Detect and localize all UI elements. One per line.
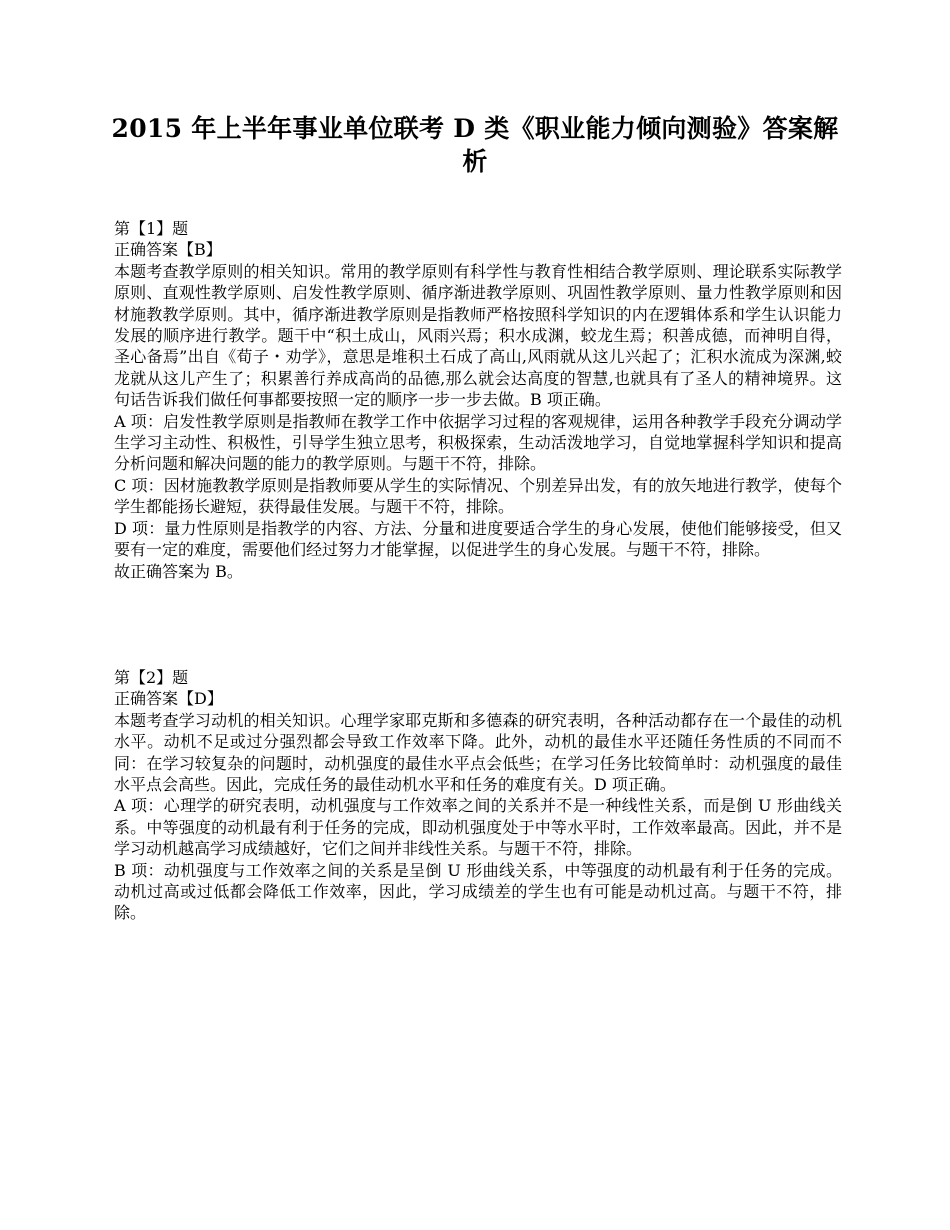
document-title: 2015 年上半年事业单位联考 D 类《职业能力倾向测验》答案解析 <box>111 114 839 176</box>
question-1-explanation: 本题考查教学原则的相关知识。常用的教学原则有科学性与教育性相结合教学原则、理论联系实际教学原则、直观性教学原则、启发性教学原则、循序渐进教学原则、巩固性教学原则、量力性教学原则和因材施教教学原则。其中，循序渐进教学原则是指教师严格按照科学知识的内在逻辑体系和学生认识能力发展的顺序进行教学。题干中“积土成山，风雨兴焉；积水成渊，蛟龙生焉；积善成德，而神明自得，圣心备焉”出自《荀子・劝学》，意思是堆积土石成了高山,风雨就从这儿兴起了；汇积水流成为深渊,蛟龙就从这儿产生了；积累善行养成高尚的品德,那么就会达高度的智慧,也就具有了圣人的精神境界。这句话告诉我们做任何事都要按照一定的顺序一步一步去做。B 项正确。 <box>114 261 842 410</box>
question-2-section <box>114 667 842 924</box>
question-1-section <box>114 218 842 582</box>
question-1-option-c: C 项：因材施教教学原则是指教师要从学生的实际情况、个别差异出发，有的放矢地进行教学，使每个学生都能扬长避短，获得最佳发展。与题干不符，排除。 <box>114 475 842 517</box>
question-2-explanation: 本题考查学习动机的相关知识。心理学家耶克斯和多德森的研究表明，各种活动都存在一个最佳的动机水平。动机不足或过分强烈都会导致工作效率下降。此外，动机的最佳水平还随任务性质的不同而不同：在学习较复杂的问题时，动机强度的最佳水平点会低些；在学习任务比较简单时：动机强度的最佳水平点会高些。因此，完成任务的最佳动机水平和任务的难度有关。D 项正确。 <box>114 710 842 795</box>
question-2-option-a: A 项：心理学的研究表明，动机强度与工作效率之间的关系并不是一种线性关系，而是倒 U 形曲线关系。中等强度的动机最有利于任务的完成，即动机强度处于中等水平时，工作效率最高。因此，并不是学习动机越高学习成绩越好，它们之间并非线性关系。与题干不符，排除。 <box>114 796 842 859</box>
question-1-conclusion: 故正确答案为 B。 <box>114 561 243 581</box>
question-1-option-a: A 项：启发性教学原则是指教师在教学工作中依据学习过程的客观规律，运用各种教学手段充分调动学生学习主动性、积极性，引导学生独立思考，积极探索，生动活泼地学习，自觉地掌握科学知识和提高分析问题和解决问题的能力的教学原则。与题干不符，排除。 <box>114 411 842 474</box>
question-1-heading: 第【1】题 <box>114 219 189 238</box>
question-1-answer: 正确答案【B】 <box>114 240 222 260</box>
question-1-option-d: D 项：量力性原则是指教学的内容、方法、分量和进度要适合学生的身心发展，使他们能够接受，但又要有一定的难度，需要他们经过努力才能掌握，以促进学生的身心发展。与题干不符，排除。 <box>114 518 842 560</box>
question-2-option-b: B 项：动机强度与工作效率之间的关系是呈倒 U 形曲线关系，中等强度的动机最有利于任务的完成。动机过高或过低都会降低工作效率，因此，学习成绩差的学生也有可能是动机过高。与题干不符，排除。 <box>114 860 842 923</box>
question-2-answer: 正确答案【D】 <box>114 689 223 709</box>
question-2-heading: 第【2】题 <box>114 668 189 687</box>
